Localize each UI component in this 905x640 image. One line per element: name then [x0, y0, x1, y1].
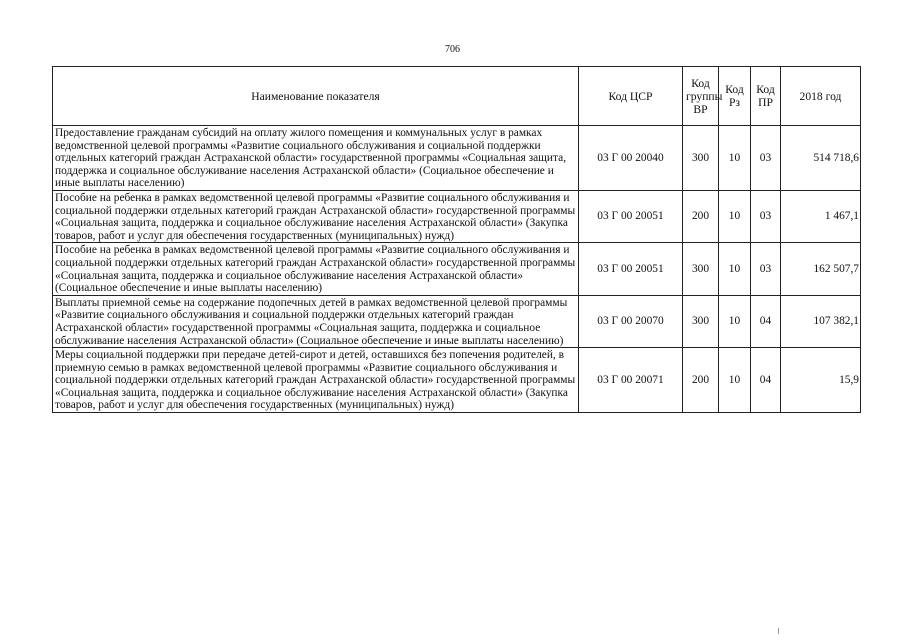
- row-rz-code: 10: [719, 190, 751, 242]
- row-rz-code: 10: [719, 295, 751, 347]
- row-name: Меры социальной поддержки при передаче детей-сирот и детей, оставшихся без попечения родителей, в приемную семью в рамках ведомственной целевой программы «Развитие социального обслуживания и социальной поддержки отдельных категорий граждан Астраханской области» государственной программы «Социальная защита, поддержка и социальное обслуживание населения Астраханской области» (Закупка товаров, работ и услуг для обеспечения государственных (муниципальных) нужд): [53, 348, 579, 413]
- row-pr-code: 03: [751, 243, 781, 295]
- row-name: Пособие на ребенка в рамках ведомственной целевой программы «Развитие социального обслуживания и социальной поддержки отдельных категорий граждан Астраханской области» государственной программы «Социальная защита, поддержка и социальное обслуживание населения Астраханской области» (Социальное обеспечение и иные выплаты населению): [53, 243, 579, 295]
- row-amount: 162 507,7: [781, 243, 861, 295]
- table-row: [53, 295, 861, 347]
- row-csr-code: 03 Г 00 20070: [579, 295, 683, 347]
- row-amount: 514 718,6: [781, 126, 861, 191]
- row-rz-code: 10: [719, 348, 751, 413]
- budget-table: [52, 66, 861, 413]
- row-rz-code: 10: [719, 243, 751, 295]
- header-vr: Код группы ВР: [683, 67, 719, 126]
- row-pr-code: 03: [751, 190, 781, 242]
- row-csr-code: 03 Г 00 20071: [579, 348, 683, 413]
- row-amount: 1 467,1: [781, 190, 861, 242]
- row-vr-code: 300: [683, 243, 719, 295]
- row-name: Выплаты приемной семье на содержание подопечных детей в рамках ведомственной целевой программы «Развитие социального обслуживания и социальной поддержки отдельных категорий граждан Астраханской области» государственной программы «Социальная защита, поддержка и социальное обслуживание населения Астраханской области» (Социальное обеспечение и иные выплаты населению): [53, 295, 579, 347]
- row-name: Пособие на ребенка в рамках ведомственной целевой программы «Развитие социального обслуживания и социальной поддержки отдельных категорий граждан Астраханской области» государственной программы «Социальная защита, поддержка и социальное обслуживание населения Астраханской области» (Закупка товаров, работ и услуг для обеспечения государственных (муниципальных) нужд): [53, 190, 579, 242]
- header-name: Наименование показателя: [53, 67, 579, 126]
- table-row: [53, 243, 861, 295]
- row-csr-code: 03 Г 00 20051: [579, 243, 683, 295]
- header-pr: Код ПР: [751, 67, 781, 126]
- table-row: [53, 348, 861, 413]
- row-pr-code: 04: [751, 348, 781, 413]
- row-rz-code: 10: [719, 126, 751, 191]
- page-number: 706: [445, 44, 460, 55]
- row-pr-code: 04: [751, 295, 781, 347]
- header-csr: Код ЦСР: [579, 67, 683, 126]
- row-vr-code: 200: [683, 190, 719, 242]
- row-csr-code: 03 Г 00 20040: [579, 126, 683, 191]
- row-pr-code: 03: [751, 126, 781, 191]
- scan-mark: [778, 628, 779, 634]
- table-header-row: [53, 67, 861, 126]
- table-row: [53, 126, 861, 191]
- row-amount: 15,9: [781, 348, 861, 413]
- row-vr-code: 300: [683, 126, 719, 191]
- header-rz: Код Рз: [719, 67, 751, 126]
- row-vr-code: 300: [683, 295, 719, 347]
- row-csr-code: 03 Г 00 20051: [579, 190, 683, 242]
- header-year: 2018 год: [781, 67, 861, 126]
- row-name: Предоставление гражданам субсидий на оплату жилого помещения и коммунальных услуг в рамках ведомственной целевой программы «Развитие социального обслуживания и социальной поддержки отдельных категорий граждан Астраханской области» государственной программы «Социальная защита, поддержка и социальное обслуживание населения Астраханской области» (Социальное обеспечение и иные выплаты населению): [53, 126, 579, 191]
- row-amount: 107 382,1: [781, 295, 861, 347]
- table-row: [53, 190, 861, 242]
- row-vr-code: 200: [683, 348, 719, 413]
